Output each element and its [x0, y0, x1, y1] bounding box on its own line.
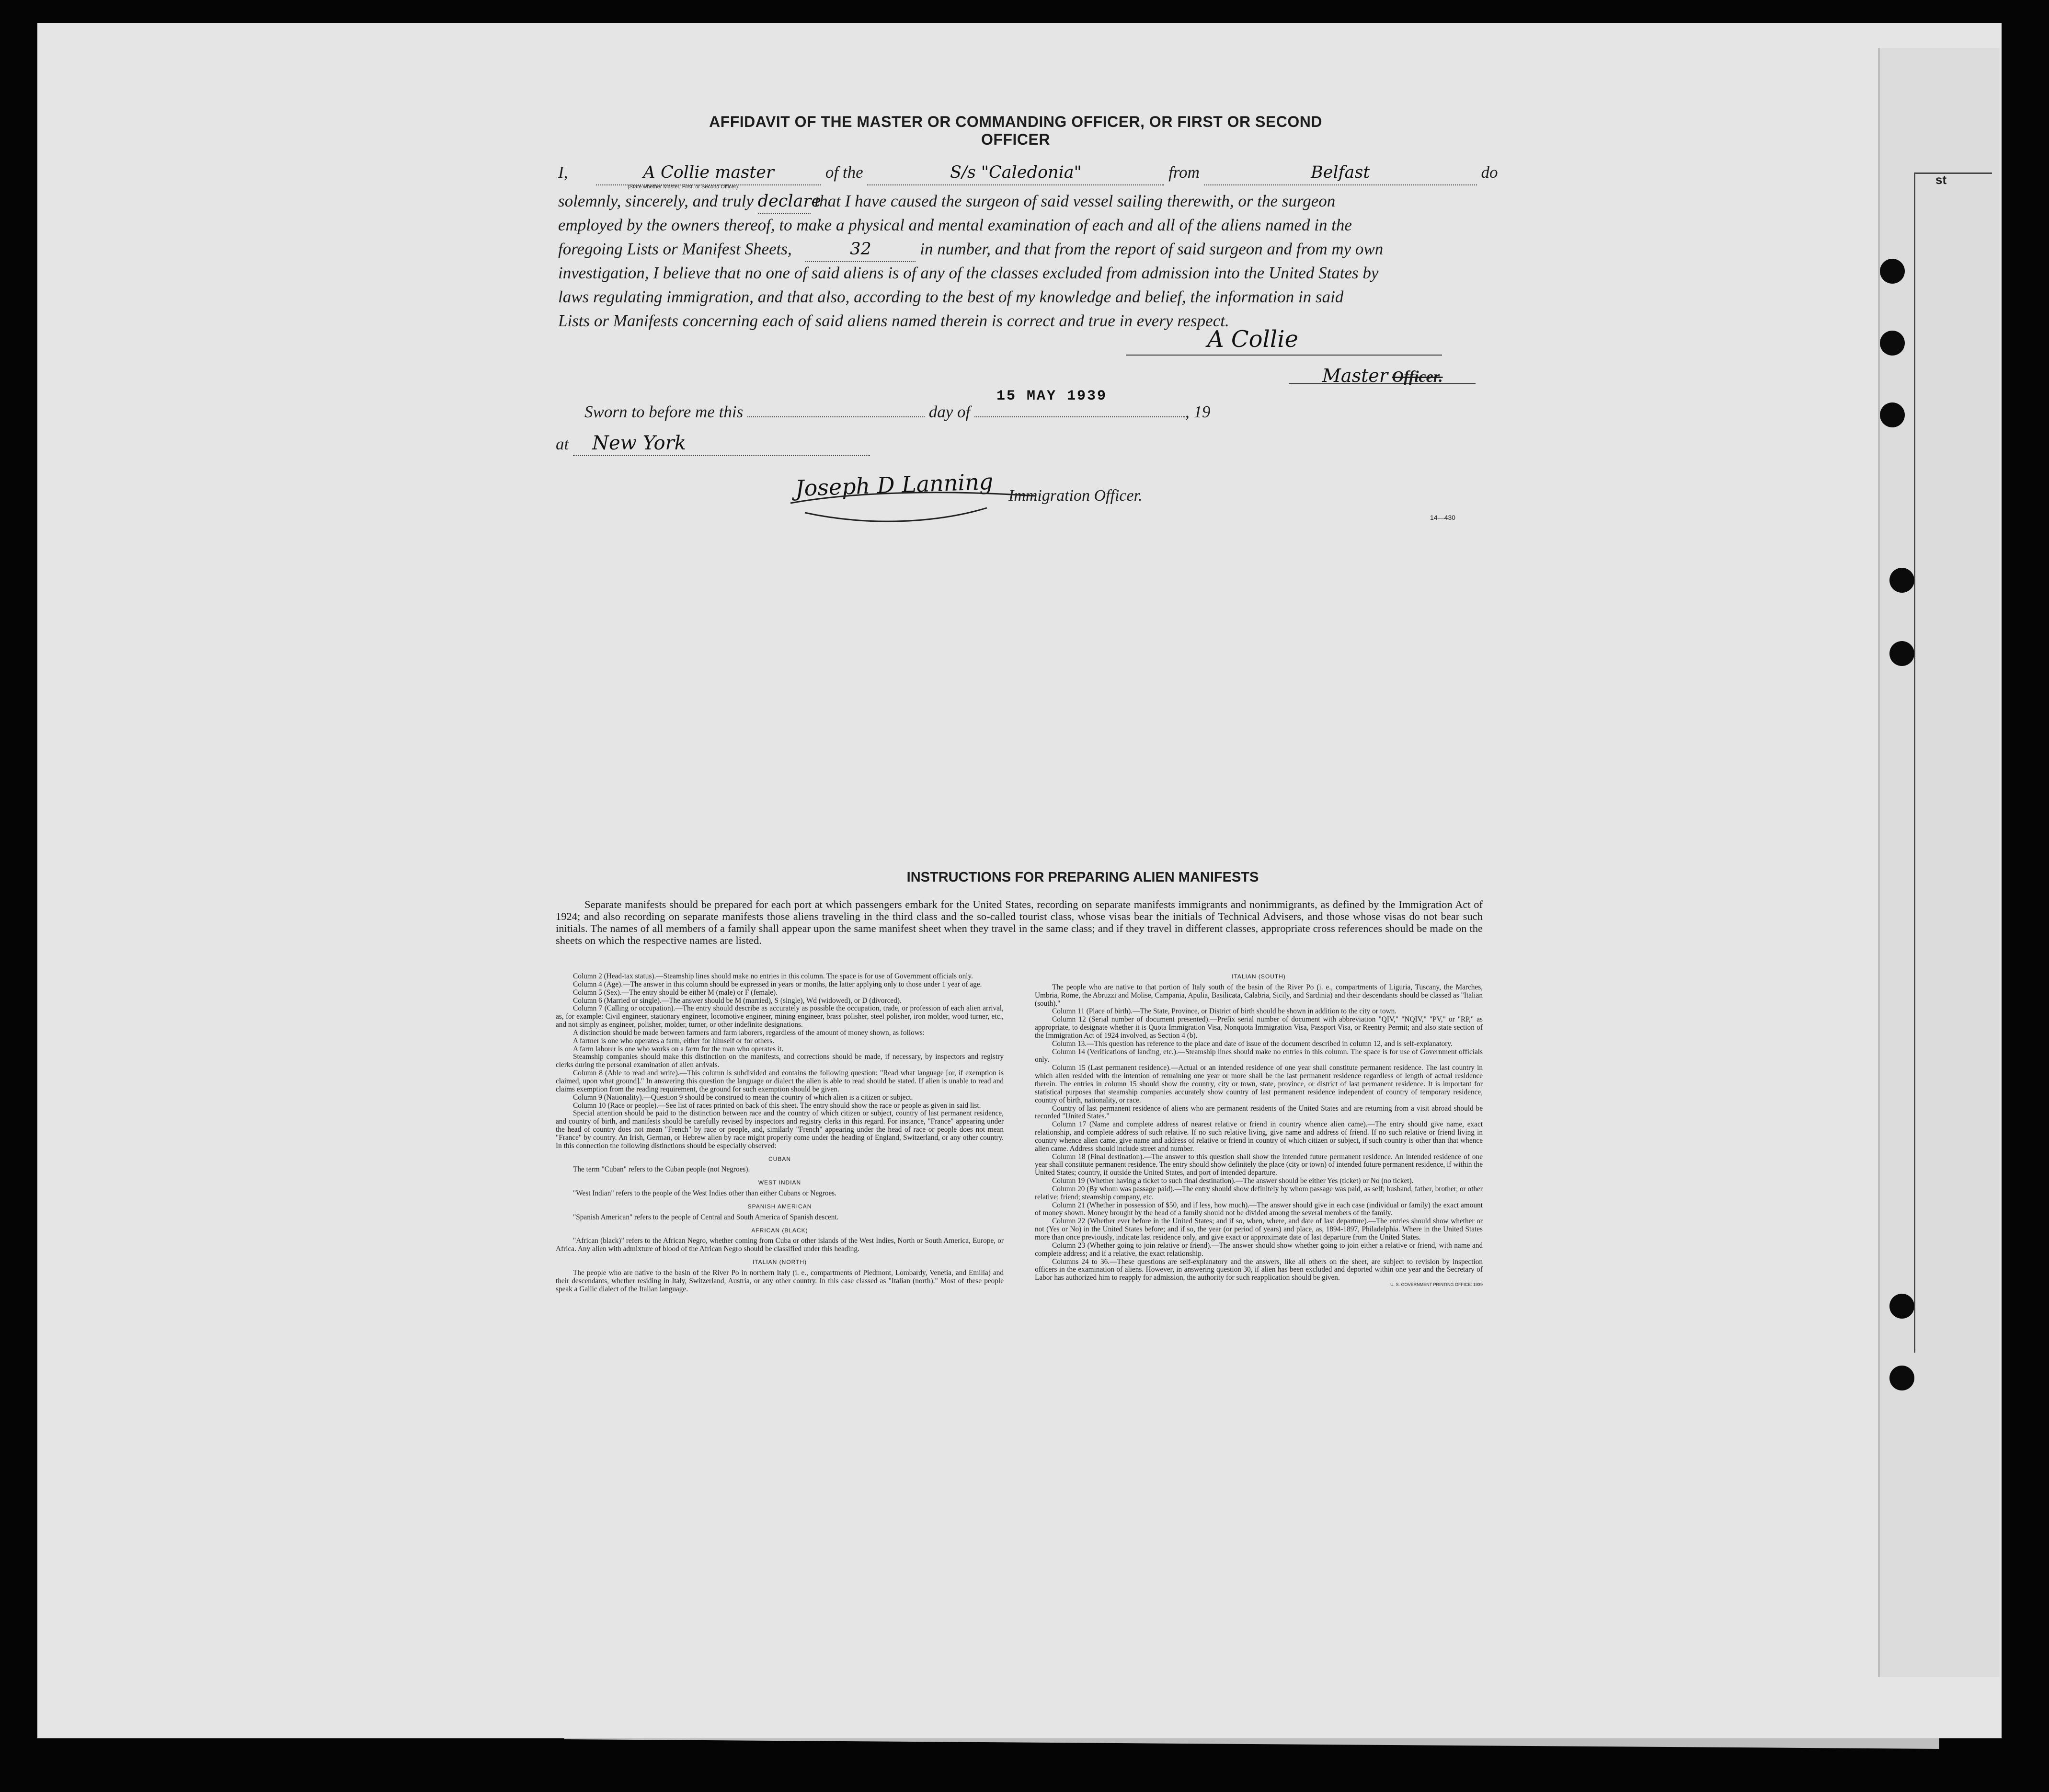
sworn-day-field [747, 416, 925, 417]
instruction-paragraph: Special attention should be paid to the distinction between race and the country of which citizen or subject, country of last permanent residence, and country of birth, and manifests should be carefully revised by inspectors and registry clerks in this regard. For instance, "France" appearing under the head of country does not mean "French" by race or people, and, similarly "French" appearing under the head of race or people does not mean "France" by country. An Irish, German, or Hebrew alien by race might properly come under the heading of England, Switzerland, or any other country. In this connection the following distinctions should be especially observed: [556, 1109, 1004, 1150]
binder-hole [1889, 1294, 1914, 1319]
affidavit-line-3: employed by the owners thereof, to make a physical and mental examination of each and all of the aliens named in the [558, 216, 1352, 234]
text: Sworn to before me this [584, 402, 744, 421]
place-line [556, 431, 870, 456]
instruction-paragraph: Column 10 (Race or people).—See list of races printed on back of this sheet. The entry should show the race or people as given in said list. [573, 1101, 981, 1110]
affidavit-line-1 [558, 161, 1498, 185]
instruction-paragraph: Column 7 (Calling or occupation).—The entry should describe as accurately as possible the occupation, trade, or profession of each alien arrival, as, for example: Civil engineer, stationary engineer, locomotive engineer, mining engineer, brass polisher, steel polisher, iron molder, wood turner, etc., and not simply as engineer, polisher, molder, turner, or other indefinite designations. [556, 1004, 1004, 1029]
text: from [1168, 163, 1200, 182]
section-heading: WEST INDIAN [758, 1179, 801, 1186]
section-heading: ITALIAN (SOUTH) [1232, 973, 1286, 980]
instruction-paragraph: Country of last permanent residence of aliens who are permanent residents of the United States and are returning from a visit abroad should be recorded "United States." [1035, 1104, 1483, 1121]
instruction-paragraph: Column 15 (Last permanent residence).—Actual or an intended residence of one year shall constitute permanent residence. The last country in which alien resided with the intention of remaining one year or more shall be the last permanent residence regardless of length of actual residence therein. The entries in column 15 should show the country, city or town, state, province, or district of last permanent residence. It is important for statistical purposes that steamship companies accurately show country of last permanent residence independent of country of temporary residence, country of birth, nationality, or race. [1035, 1064, 1483, 1104]
text: at [556, 435, 569, 453]
officer-struck: Officer. [1392, 368, 1443, 386]
text: day of [928, 402, 971, 421]
text: of the [825, 163, 863, 182]
affidavit-line-2 [558, 189, 1335, 214]
signature-line [1126, 354, 1442, 356]
instruction-paragraph: Column 20 (By whom was passage paid).—The entry should show definitely by whom passage was paid, as self; husband, father, brother, or other relative; friend; steamship company, etc. [1035, 1184, 1483, 1201]
section-text: "West Indian" refers to the people of the West Indies other than either Cubans or Negroes. [573, 1189, 837, 1198]
instruction-paragraph: Column 23 (Whether going to join relative or friend).—The answer should show whether going to join either a relative or friend, with name and complete address; and if a relative, the exact relationship. [1035, 1241, 1483, 1258]
printer-line: U. S. GOVERNMENT PRINTING OFFICE: 1939 [1390, 1282, 1483, 1287]
officer-rank-note: (State whether Master, First, or Second Officer) [628, 184, 738, 190]
binder-hole [1880, 402, 1905, 427]
instruction-paragraph: A farmer is one who operates a farm, either for himself or for others. [573, 1036, 775, 1045]
instruction-paragraph: Column 13.—This question has reference to the place and date of issue of the document described in column 12, and is self-explanatory. [1052, 1039, 1453, 1048]
instruction-paragraph: Column 8 (Able to read and write).—This column is subdivided and contains the following question: "Read what language [or, if exemption is claimed, upon what ground]." In answering this question the language or dialect the alien is able to read should be stated. If alien is unable to read and claims exemption from the reading requirement, the ground for such exemption should be given. [556, 1069, 1004, 1093]
instruction-paragraph: The people who are native to that portion of Italy south of the basin of the River Po (i. e., compartments of Liguria, Tuscany, the Marches, Umbria, Rome, the Abruzzi and Molise, Campania, Apulia, Basilicata, Calabria, Sicily, and Sardinia) and their descendants should be classed as "Italian (south)." [1035, 983, 1483, 1008]
text: foregoing Lists or Manifest Sheets, [558, 240, 792, 258]
edge-text: st [1935, 172, 1947, 187]
binder-hole [1880, 331, 1905, 356]
master-title-handwritten: Master [1322, 365, 1388, 386]
immigration-officer-signature: Joseph D Lanning [795, 468, 994, 502]
instruction-paragraph: Column 19 (Whether having a ticket to such final destination).—The answer should be either Yes (ticket) or No (no ticket). [1052, 1177, 1414, 1185]
instruction-paragraph: A farm laborer is one who works on a farm for the man who operates it. [573, 1045, 784, 1053]
section-heading: ITALIAN (NORTH) [752, 1259, 807, 1266]
next-page-form-border [1914, 172, 1992, 1353]
text: solemnly, sincerely, and truly [558, 192, 754, 210]
instruction-paragraph: Steamship companies should make this distinction on the manifests, and corrections should be made, if necessary, by inspectors and registry clerks during the personal examination of alien arrivals. [556, 1053, 1004, 1069]
instruction-paragraph: Column 11 (Place of birth).—The State, Province, or District of birth should be shown in addition to the city or town. [1052, 1007, 1397, 1016]
instruction-paragraph: A distinction should be made between farmers and farm laborers, regardless of the amount of money shown, as follows: [573, 1028, 925, 1037]
instruction-paragraph: Column 9 (Nationality).—Question 9 should be construed to mean the country of which alien is a citizen or subject. [573, 1093, 913, 1102]
instructions-right-column [1035, 973, 1483, 1287]
form-number: 14—430 [1430, 514, 1455, 521]
instruction-paragraph: Column 2 (Head-tax status).—Steamship lines should make no entries in this column. The space is for use of Government officials only. [573, 972, 973, 980]
instruction-paragraph: Column 17 (Name and complete address of nearest relative or friend in country whence alien came).—The entry should give name, exact relationship, and complete address of such relative. If no such relative living, give name and address of friend. If no such relative or friend living in country whence alien came, give name and address of relative or friend in country of which citizen or subject, if such country is other than that whence alien came. Address should include street and number. [1035, 1120, 1483, 1153]
section-text: "Spanish American" refers to the people of Central and South America of Spanish descent. [573, 1213, 839, 1221]
master-signature: A Collie [1207, 326, 1299, 353]
instructions-left-column [556, 973, 1004, 1294]
binder-hole [1889, 568, 1914, 593]
instruction-paragraph: Column 18 (Final destination).—The answer to this question shall show the intended future permanent residence. An intended residence of one year shall constitute permanent residence. The entry should show definitely the place (city or town) of intended future permanent residence, if within the United States; country, if outside the United States, and port of intended departure. [1035, 1152, 1483, 1177]
instruction-paragraph: Column 4 (Age).—The answer in this column should be expressed in years or months, the latter applying only to those under 1 year of age. [573, 980, 982, 988]
vessel-name-field: S/s "Caledonia" [867, 161, 1164, 185]
section-text: The people who are native to the basin of the River Po in northern Italy (i. e., compartments of Piedmont, Lombardy, Venetia, and Emilia) and their descendants, whether residing in Italy, Switzerland, Austria, or any other country. In this case classed as "Italian (north)." Most of these people speak a Gallic dialect of the Italian language. [556, 1269, 1004, 1293]
text: that I have caused the surgeon of said vessel sailing therewith, or the surgeon [814, 192, 1336, 210]
affidavit-title: AFFIDAVIT OF THE MASTER OR COMMANDING OFFICER, OR FIRST OR SECOND OFFICER [709, 113, 1322, 148]
sheet-count-field: 32 [805, 237, 916, 262]
section-heading: SPANISH AMERICAN [747, 1203, 812, 1210]
affidavit-line-7: Lists or Manifests concerning each of said aliens named therein is correct and true in every respect. [558, 311, 1229, 330]
instructions-title: INSTRUCTIONS FOR PREPARING ALIEN MANIFESTS [906, 870, 1259, 885]
instruction-paragraph: Column 12 (Serial number of document presented).—Prefix serial number of document with abbreviation "QIV," "NQIV," "PV," or "RP," as appropriate, to designate whether it is Quota Immigration Visa, Nonquota Immigration Visa, Passport Visa, or Reentry Permit; and also state section of the Immigration Act of 1924 involved, as Section 4 (b). [1035, 1015, 1483, 1040]
affidavit-line-6: laws regulating immigration, and that also, according to the best of my knowledge and belief, the information in said [558, 287, 1344, 306]
date-stamp: 15 MAY 1939 [996, 388, 1108, 404]
instruction-paragraph: Column 22 (Whether ever before in the United States; and if so, when, where, and date of last departure).—The entries should show whether or not (Yes or No) in the United States before; and if so, the year (or period of years) and place, as, 1894-1897, Philadelphia. Where in the United States more than once previously, indicate last residence only, and give exact or approximate date of last departure from the United States. [1035, 1217, 1483, 1241]
affidavit-line-5: investigation, I believe that no one of said aliens is of any of the classes excluded from admission into the United States by [558, 264, 1379, 282]
instruction-paragraph: Column 6 (Married or single).—The answer should be M (married), S (single), Wd (widowed), or D (divorced). [573, 996, 902, 1005]
sworn-line [584, 400, 1210, 424]
instruction-paragraph: Columns 24 to 36.—These questions are self-explanatory and the answers, like all others on the sheet, are subject to revision by inspection officers in the examination of aliens. However, in answering question 30, if alien has been excluded and deported within one year and the Secretary of Labor has authorized him to reapply for admission, the authority for such reapplication should be given. [1035, 1257, 1483, 1282]
master-name-field: A Collie master [596, 161, 821, 185]
instruction-paragraph: Column 5 (Sex).—The entry should be either M (male) or F (female). [573, 988, 778, 997]
instructions-intro: Separate manifests should be prepared for each port at which passengers embark for the United States, recording on separate manifests immigrants and nonimmigrants, as defined by the Immigration Act of 1924; and also recording on separate manifests those aliens traveling in the third class and the so-called tourist class, whose visas bear the initials of Technical Advisers, and those whose visas do not bear such initials. The names of all members of a family shall appear upon the same manifest sheet when they travel in the same class; and if they travel in different classes, appropriate cross references should be made on the sheets on which the respective names are listed. [556, 898, 1483, 946]
declare-field: declare [758, 189, 811, 214]
section-text: "African (black)" refers to the African Negro, whether coming from Cuba or other islands of the West Indies, North or South America, Europe, or Africa. Any alien with admixture of blood of the African Negro should be classified under this heading. [556, 1237, 1004, 1253]
text: do [1481, 163, 1498, 182]
binder-hole [1880, 259, 1905, 284]
departure-port-field: Belfast [1204, 161, 1477, 185]
text: in number, and that from the report of said surgeon and from my own [920, 240, 1384, 258]
section-text: The term "Cuban" refers to the Cuban people (not Negroes). [573, 1165, 750, 1174]
affidavit-line-4 [558, 237, 1383, 262]
section-heading: AFRICAN (BLACK) [751, 1227, 808, 1234]
signer-title [1322, 365, 1443, 386]
place-field: New York [573, 431, 870, 456]
instruction-paragraph: Column 21 (Whether in possession of $50, and if less, how much).—The answer should give in each case (individual or family) the exact amount of money shown. Money brought by the head of a family should not be divided among the several members of the family. [1035, 1201, 1483, 1218]
section-heading: CUBAN [768, 1155, 791, 1162]
text: I, [558, 163, 568, 182]
text: , 19 [1185, 402, 1211, 421]
sworn-month-field [974, 416, 1185, 417]
officer-label: Immigration Officer. [1008, 487, 1143, 505]
instruction-paragraph: Column 14 (Verifications of landing, etc.).—Steamship lines should make no entries in this column. The space is for use of Government officials only. [1035, 1047, 1483, 1064]
binder-hole [1889, 1366, 1914, 1390]
binder-hole [1889, 641, 1914, 666]
